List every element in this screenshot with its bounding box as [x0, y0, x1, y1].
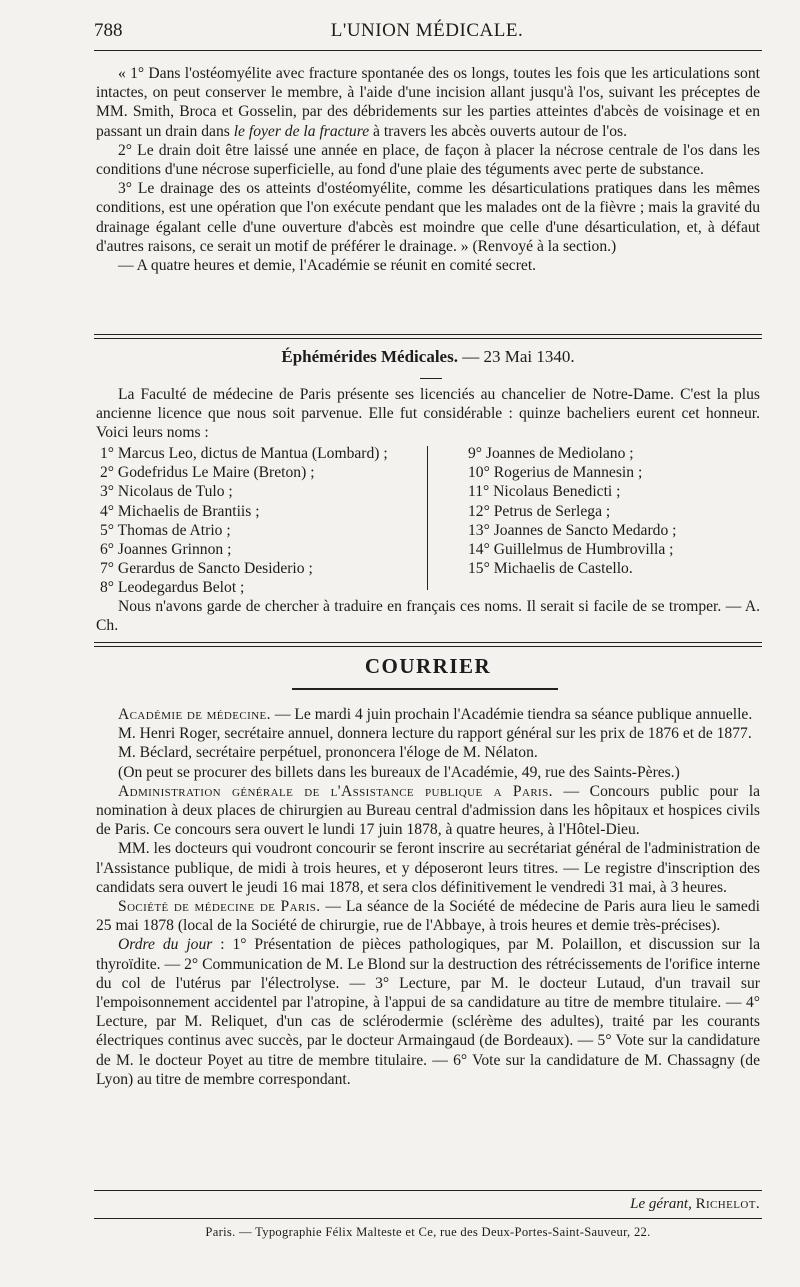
societe-text: — La séance de la Société de médecine de Paris aura lieu le samedi 25 mai 1878 (local de la Société de chirurgie, rue de l'Abbaye, à trois heures et demie très-précises). [96, 898, 760, 935]
names-column-right [468, 444, 676, 578]
name-item: 8° Leodegardus Belot ; [100, 579, 245, 597]
names-list [96, 444, 760, 597]
names-column-left [100, 444, 388, 598]
column-divider [427, 446, 428, 590]
beclard-paragraph: M. Béclard, secrétaire perpétuel, prononcera l'éloge de M. Nélaton. [118, 744, 538, 762]
name-item: 13° Joannes de Sancto Medardo ; [468, 521, 677, 539]
ephemerides-closing: Nous n'avons garde de chercher à traduire en français ces noms. Il serait si facile de se tromper. — A. Ch. [96, 598, 760, 635]
ordre-label: Ordre du jour [118, 936, 213, 954]
signature [96, 1196, 760, 1213]
signature-name: Richelot. [695, 1196, 760, 1212]
ordre-paragraph [96, 935, 760, 1089]
section-divider [94, 334, 762, 339]
admin-text: — Concours public pour la nomination à deux places de chirurgien au Bureau central d'admission dans les hôpitaux et hospices civils de Paris. Ce concours sera ouvert le lundi 17 juin 1878, à quatre heures, à l'Hôtel-Dieu. [96, 782, 760, 839]
roger-paragraph: M. Henri Roger, secrétaire annuel, donnera lecture du rapport général sur les prix de 1876 et de 1877. [118, 725, 752, 743]
name-item: 2° Godefridus Le Maire (Breton) ; [100, 464, 315, 482]
academie-text: — Le mardi 4 juin prochain l'Académie tiendra sa séance publique annuelle. [270, 706, 753, 723]
societe-paragraph [96, 897, 760, 935]
ephemerides-closing-block [96, 597, 760, 635]
footer-rule [94, 1218, 762, 1219]
intro-p1-italic: le foyer de la fracture [233, 122, 370, 140]
name-item: 1° Marcus Leo, dictus de Mantua (Lombard) ; [100, 445, 388, 462]
courrier-title: COURRIER [364, 654, 492, 678]
ephemerides-intro: La Faculté de médecine de Paris présente ses licenciés au chancelier de Notre-Dame. C'est la plus ancienne licence que nous soit parvenue. Elle fut considérable : quinze bacheliers eurent cet honneur. Voici leurs noms : [96, 386, 760, 442]
signature-rule [94, 1190, 762, 1191]
name-item: 3° Nicolaus de Tulo ; [100, 483, 233, 501]
ephemerides-short-rule [420, 378, 442, 379]
name-item: 4° Michaelis de Brantiis ; [100, 502, 260, 520]
intro-paragraph-1 [96, 64, 760, 141]
name-item: 14° Guillelmus de Humbrovilla ; [468, 541, 674, 559]
name-item: 11° Nicolaus Benedicti ; [468, 483, 621, 501]
signature-label: Le gérant, [630, 1196, 692, 1212]
intro-p1-text: « 1° Dans l'ostéomyélite avec fracture spontanée des os longs, toutes les fois que les articulations sont intactes, on peut conserver le membre, à l'aide d'une incision allant jusqu'à l'os, suivant les préceptes de MM. Smith, Broca et Gosselin, par des débridements sur les parties atteintes d'abcès de voisinage et en passant un drain dans [96, 65, 760, 140]
academie-label: Académie de médecine. [118, 706, 271, 723]
ordre-text: : 1° Présentation de pièces pathologiques, par M. Polaillon, et discussion sur la thyroïdite. — 2° Communication de M. Le Blond sur la destruction des rétrécissements de l'orifice interne du col de l'utérus par l'électrolyse. — 3° Lecture, par M. le docteur Lutaud, d'un travail sur l'empoisonnement accidentel par l'atropine, à l'appui de sa candidature au titre de membre titulaire. — 4° Lecture, par M. Reliquet, d'un cas de sclérodermie (sclérème des adultes), traité par les courants électriques continus avec succès, par le docteur Armaingaud (de Bordeaux). — 5° Vote sur la candidature de M. le docteur Poyet au titre de membre titulaire. — 6° Vote sur la candidature de M. Chassagny (de Lyon) au titre de membre correspondant. [96, 936, 760, 1088]
intro-paragraph-2: 2° Le drain doit être laissé une année en place, de façon à placer la nécrose centrale de l'os dans les conditions d'une nécrose superficielle, au fond d'une plaie des téguments avec perte de substance. [96, 141, 760, 179]
printer-footer: Paris. — Typographie Félix Malteste et Ce, rue des Deux-Portes-Saint-Sauveur, 22. [205, 1225, 651, 1239]
docteurs-paragraph: MM. les docteurs qui voudront concourir se feront inscrire au secrétariat général de l'administration de l'Assistance publique, de midi à trois heures, et y déposeront leurs titres. — Le registre d'inscription des candidats sera ouvert le jeudi 16 mai 1878, et sera clos définitivement le vendredi 31 mai, à 3 heures. [96, 840, 760, 896]
societe-label: Société de médecine de Paris. [118, 898, 321, 916]
name-item: 10° Rogerius de Mannesin ; [468, 464, 643, 482]
ephemerides-heading: Éphémérides Médicales. [281, 347, 458, 366]
page-number: 788 [94, 20, 123, 41]
header-rule [94, 50, 762, 51]
admin-label: Administration générale de l'Assistance publique a Paris. [118, 782, 553, 800]
name-item: 15° Michaelis de Castello. [468, 560, 633, 578]
ephemerides-date: — 23 Mai 1340. [462, 347, 575, 366]
page-header [94, 14, 760, 46]
courrier-section [96, 705, 760, 1089]
intro-paragraph-3: 3° Le drainage des os atteints d'ostéomyélite, comme les désarticulations pratiques dans les mêmes conditions, est une opération que l'on exécute pendant que les malades ont de la fièvre ; mais la gravité du drainage égalant celle d'une ouverture d'abcès est moindre que celle d'une désarticulation, et, à défaut d'autres raisons, ce serait un motif de préférer le drainage. » (Renvoyé à la section.) [96, 180, 760, 255]
name-item: 12° Petrus de Serlega ; [468, 502, 611, 520]
academie-paragraph [96, 705, 760, 724]
intro-p1-tail: à travers les abcès ouverts autour de l'os. [369, 122, 627, 140]
name-item: 9° Joannes de Mediolano ; [468, 445, 634, 462]
courrier-underline [292, 688, 558, 690]
billets-paragraph: (On peut se procurer des billets dans les bureaux de l'Académie, 49, rue des Saints-Pères.) [118, 763, 680, 781]
ephemerides-intro-block [96, 385, 760, 443]
intro-section [96, 64, 760, 275]
journal-title: L'UNION MÉDICALE. [330, 20, 524, 41]
name-item: 5° Thomas de Atrio ; [100, 521, 231, 539]
courrier-divider [94, 642, 762, 647]
admin-paragraph [96, 782, 760, 840]
ephemerides-title [96, 347, 760, 367]
name-item: 6° Joannes Grinnon ; [100, 541, 232, 559]
name-item: 7° Gerardus de Sancto Desiderio ; [100, 560, 313, 578]
intro-paragraph-4: — A quatre heures et demie, l'Académie se réunit en comité secret. [118, 257, 537, 275]
